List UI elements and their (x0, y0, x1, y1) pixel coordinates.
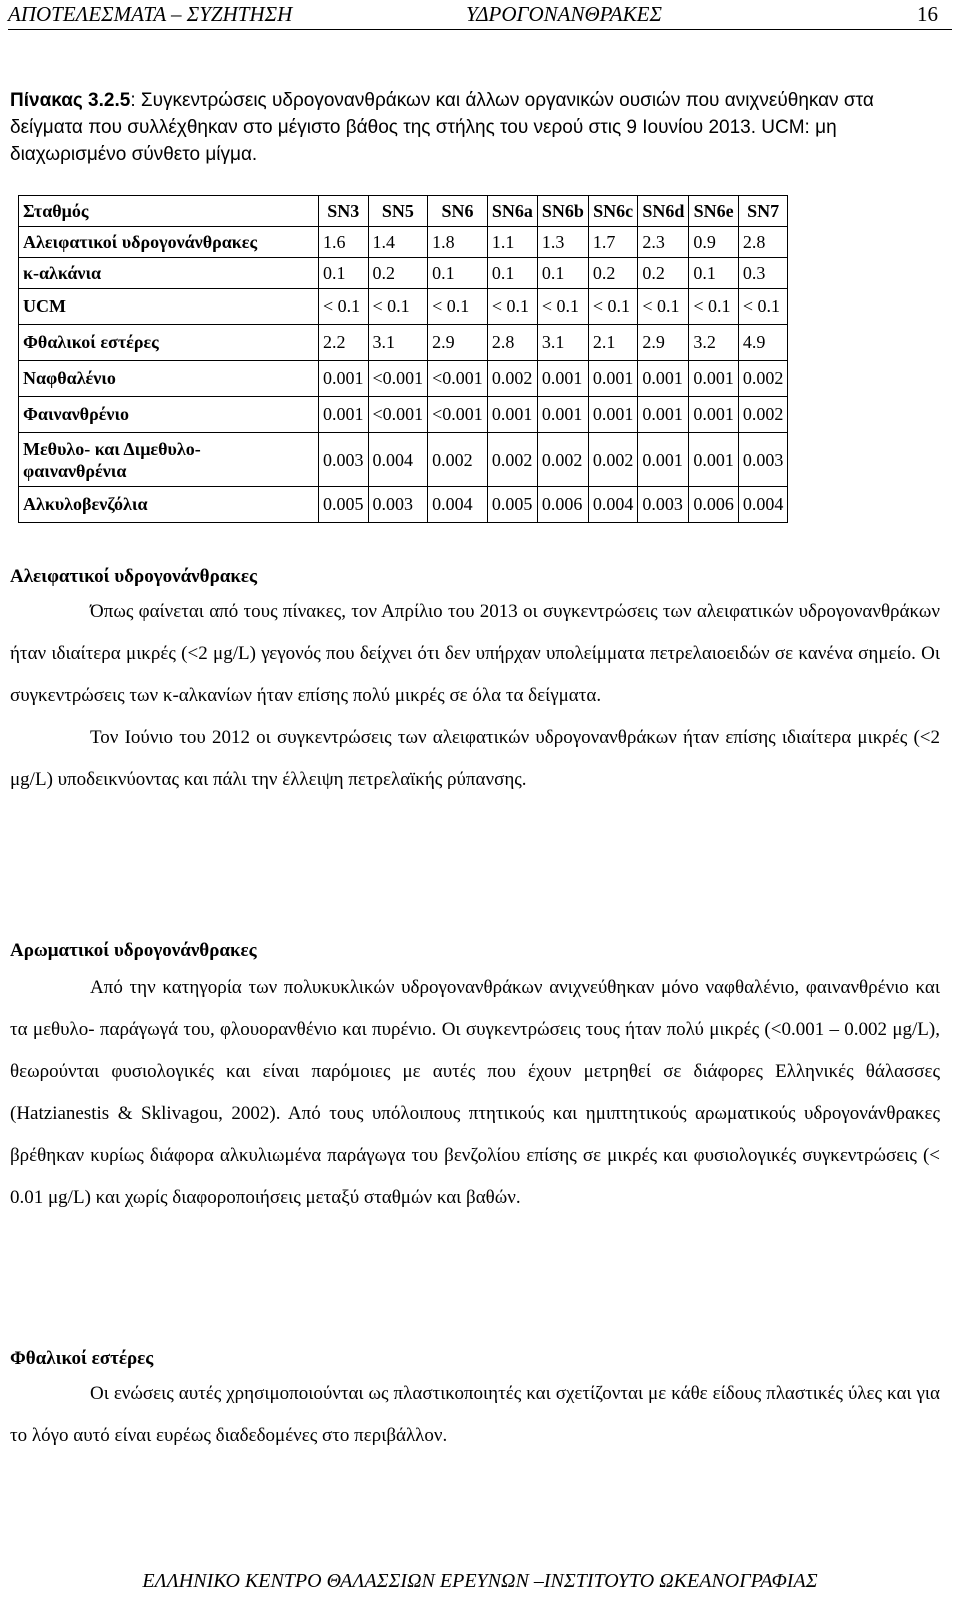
table-cell: <0.001 (428, 397, 488, 433)
page-header (8, 0, 952, 30)
paragraph: Οι ενώσεις αυτές χρησιμοποιούνται ως πλαστικοποιητές και σχετίζονται με κάθε είδους πλαστικές ύλες και για το λόγο αυτό είναι ευρέως διαδεδομένες στο περιβάλλον. (10, 1383, 940, 1446)
table-cell: < 0.1 (537, 289, 588, 325)
table-cell: 0.001 (689, 397, 739, 433)
table-cell: 1.4 (368, 227, 428, 258)
paragraph: Όπως φαίνεται από τους πίνακες, τον Απρίλιο του 2013 οι συγκεντρώσεις των αλειφατικών υδρογονανθράκων ήταν ιδιαίτερα μικρές (<2 μg/L) γεγονός που δείχνει ότι δεν υπήρχαν υπολείμματα πετρελαιοειδών σε κανένα σημείο. Οι συγκεντρώσεις των κ-αλκανίων ήταν επίσης πολύ μικρές σε όλα τα δείγματα. (10, 601, 940, 706)
section-body-aromatic (10, 967, 940, 1219)
table-row (19, 397, 788, 433)
table-cell: 0.2 (588, 258, 638, 289)
table-cell: 0.006 (689, 487, 739, 523)
station-header: SN6e (689, 196, 739, 227)
table-cell: 0.003 (738, 433, 788, 487)
table-cell: 0.006 (537, 487, 588, 523)
results-table (18, 195, 788, 523)
table-cell: 0.1 (428, 258, 488, 289)
table-cell: 4.9 (738, 325, 788, 361)
table-cell: 2.8 (487, 325, 537, 361)
section-heading-phthalates: Φθαλικοί εστέρες (10, 1348, 154, 1369)
section-heading-aromatic: Αρωματικοί υδρογονάνθρακες (10, 940, 257, 961)
table-cell: 0.002 (738, 361, 788, 397)
row-label: Ναφθαλένιο (19, 361, 319, 397)
table-cell: 3.2 (689, 325, 739, 361)
table-cell: 3.1 (537, 325, 588, 361)
station-header: SN6d (638, 196, 689, 227)
table-cell: 0.003 (368, 487, 428, 523)
row-label: Φαινανθρένιο (19, 397, 319, 433)
table-row (19, 258, 788, 289)
table-header-row (19, 196, 788, 227)
table-cell: 0.001 (689, 433, 739, 487)
table-cell: 0.001 (487, 397, 537, 433)
table-cell: 1.1 (487, 227, 537, 258)
table-row (19, 289, 788, 325)
section-heading-aliphatic: Αλειφατικοί υδρογονάνθρακες (10, 566, 258, 587)
row-label: κ-αλκάνια (19, 258, 319, 289)
table-cell: 0.1 (689, 258, 739, 289)
table-cell: 0.9 (689, 227, 739, 258)
table-cell: 0.001 (689, 361, 739, 397)
page-number: 16 (917, 2, 938, 26)
station-header: SN3 (319, 196, 369, 227)
table-cell: < 0.1 (689, 289, 739, 325)
table-cell: 0.001 (319, 397, 369, 433)
table-cell: 0.002 (588, 433, 638, 487)
table-cell: < 0.1 (487, 289, 537, 325)
table-cell: 0.003 (319, 433, 369, 487)
table-cell: 0.002 (537, 433, 588, 487)
row-label: Φθαλικοί εστέρες (19, 325, 319, 361)
table-cell: 2.9 (428, 325, 488, 361)
table-cell: 3.1 (368, 325, 428, 361)
row-label: Αλειφατικοί υδρογονάνθρακες (19, 227, 319, 258)
table-cell: 0.004 (738, 487, 788, 523)
row-label: Αλκυλοβενζόλια (19, 487, 319, 523)
table-cell: 2.9 (638, 325, 689, 361)
table-cell: 0.004 (428, 487, 488, 523)
table-cell: 2.2 (319, 325, 369, 361)
table-row (19, 325, 788, 361)
station-header: SN6a (487, 196, 537, 227)
station-header: SN6 (428, 196, 488, 227)
paragraph: Τον Ιούνιο του 2012 οι συγκεντρώσεις των αλειφατικών υδρογονανθράκων ήταν επίσης ιδιαίτερα μικρές (<2 μg/L) υποδεικνύοντας και πάλι την έλλειψη πετρελαϊκής ρύπανσης. (10, 727, 940, 790)
table-cell: 0.001 (588, 397, 638, 433)
station-header: SN6b (537, 196, 588, 227)
table-cell: 0.005 (319, 487, 369, 523)
table-cell: 0.001 (638, 397, 689, 433)
table-cell: 1.6 (319, 227, 369, 258)
table-cell: < 0.1 (319, 289, 369, 325)
station-header: SN6c (588, 196, 638, 227)
table-cell: 2.8 (738, 227, 788, 258)
header-label: Σταθμός (19, 196, 319, 227)
table-row (19, 227, 788, 258)
station-header: SN5 (368, 196, 428, 227)
table-cell: 1.3 (537, 227, 588, 258)
header-section: ΑΠΟΤΕΛΕΣΜΑΤΑ – ΣΥΖΗΤΗΣΗ (8, 2, 293, 26)
table-cell: 0.2 (638, 258, 689, 289)
table-cell: 0.1 (319, 258, 369, 289)
table-caption (10, 87, 944, 168)
section-body-aliphatic (10, 591, 940, 801)
table-cell: 0.001 (537, 361, 588, 397)
table-cell: 0.3 (738, 258, 788, 289)
table-cell: 2.1 (588, 325, 638, 361)
table-cell: 0.001 (638, 361, 689, 397)
row-label-line: Μεθυλο- και Διμεθυλο- (23, 438, 201, 459)
table-row (19, 487, 788, 523)
table-row (19, 361, 788, 397)
table-cell: < 0.1 (428, 289, 488, 325)
table-cell: <0.001 (428, 361, 488, 397)
table-cell: 0.2 (368, 258, 428, 289)
table-cell: 0.005 (487, 487, 537, 523)
row-label (19, 433, 319, 487)
paragraph: Από την κατηγορία των πολυκυκλικών υδρογονανθράκων ανιχνεύθηκαν μόνο ναφθαλένιο, φαινανθρένιο και τα μεθυλο- παράγωγά του, φλουορανθένιο και πυρένιο. Οι συγκεντρώσεις τους ήταν πολύ μικρές (<0.001 – 0.002 μg/L), θεωρούνται φυσιολογικές και είναι παρόμοιες με αυτές που έχουν μετρηθεί σε διάφορες Ελληνικές θάλασσες (Hatzianestis & Sklivagou, 2002). Από τους υπόλοιπους πτητικούς και ημιπτητικούς αρωματικούς υδρογονάνθρακες βρέθηκαν κυρίως διάφορα αλκυλιωμένα παράγωγα του βενζολίου επίσης σε μικρές και φυσιολογικές συγκεντρώσεις (< 0.01 μg/L) και χωρίς διαφοροποιήσεις μεταξύ σταθμών και βαθών. (10, 977, 940, 1208)
table-row (19, 433, 788, 487)
table-cell: 0.002 (487, 361, 537, 397)
table-cell: < 0.1 (368, 289, 428, 325)
table-cell: 0.1 (487, 258, 537, 289)
section-body-phthalates (10, 1373, 940, 1457)
station-header: SN7 (738, 196, 788, 227)
caption-label: Πίνακας 3.2.5 (10, 90, 131, 111)
table-cell: <0.001 (368, 361, 428, 397)
table-cell: 0.004 (368, 433, 428, 487)
page-footer: ΕΛΛΗΝΙΚΟ ΚΕΝΤΡΟ ΘΑΛΑΣΣΙΩΝ ΕΡΕΥΝΩΝ –ΙΝΣΤΙΤΟΥΤΟ ΩΚΕΑΝΟΓΡΑΦΙΑΣ (142, 1570, 818, 1592)
table-cell: 0.004 (588, 487, 638, 523)
table-cell: < 0.1 (738, 289, 788, 325)
table-cell: 1.8 (428, 227, 488, 258)
row-label-line: φαινανθρένια (23, 460, 127, 481)
table-cell: 0.001 (319, 361, 369, 397)
table-cell: 0.002 (738, 397, 788, 433)
table-cell: 1.7 (588, 227, 638, 258)
row-label: UCM (19, 289, 319, 325)
table-cell: 0.1 (537, 258, 588, 289)
table-cell: <0.001 (368, 397, 428, 433)
table-cell: 0.002 (428, 433, 488, 487)
caption-text: : Συγκεντρώσεις υδρογονανθράκων και άλλων οργανικών ουσιών που ανιχνεύθηκαν στα δείγματα που συλλέχθηκαν στο μέγιστο βάθος της στήλης του νερού στις 9 Ιουνίου 2013. UCM: μη διαχωρισμένο σύνθετο μίγμα. (10, 90, 874, 165)
table-cell: < 0.1 (638, 289, 689, 325)
table-cell: 0.001 (537, 397, 588, 433)
table-cell: < 0.1 (588, 289, 638, 325)
table-cell: 0.001 (638, 433, 689, 487)
header-topic: ΥΔΡΟΓΟΝΑΝΘΡΑΚΕΣ (466, 2, 662, 26)
table-cell: 0.002 (487, 433, 537, 487)
table-cell: 0.003 (638, 487, 689, 523)
table-cell: 2.3 (638, 227, 689, 258)
table-cell: 0.001 (588, 361, 638, 397)
